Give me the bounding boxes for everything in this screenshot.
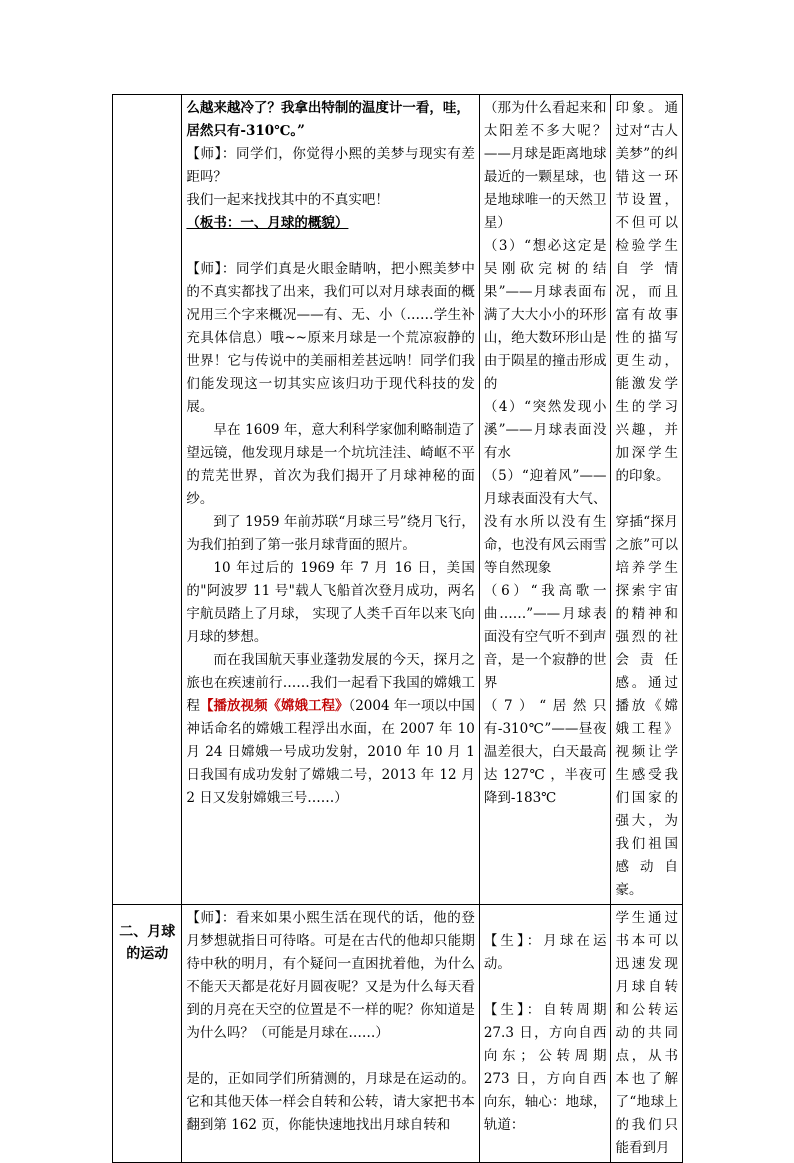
- paragraph: 早在 1609 年，意大利科学家伽利略制造了望远镜，他发现月球是一个坑坑洼洼、崎岖不平的荒芜世界，首次为我们揭开了月球神秘的面纱。: [186, 422, 475, 507]
- design-intent-cell: [611, 95, 683, 905]
- student-item: （7）“居然只有-310℃”——昼夜温差很大，白天最高达 127℃ ，半夜可降到-183℃: [483, 698, 607, 806]
- student-activity-cell: [479, 95, 611, 905]
- teaching-content-cell: [182, 905, 479, 1163]
- section-cell: [113, 905, 182, 1163]
- student-item: （5）“迎着风”——月球表面没有大气、没有水所以没有生命，也没有风云雨雪等自然现象: [483, 468, 607, 576]
- student-activity-cell: [479, 905, 611, 1163]
- table-row: [113, 905, 683, 1163]
- section-title: 二、月球的运动: [119, 924, 176, 962]
- board-writing: （板书：一、月球的概貌）: [186, 215, 349, 231]
- video-highlight: 【播放视频《嫦娥工程》: [199, 698, 349, 714]
- student-item: （4）“突然发现小溪”——月球表面没有水: [483, 399, 607, 461]
- teacher-question: 【师】：同学们，你觉得小熙的美梦与现实有差距吗？: [186, 146, 475, 185]
- intent-text: 穿插“探月之旅”可以培养学生探索宇宙的精神和强烈的社会责任感。通过播放《嫦娥工程》视频让学生感受我们国家的强大，为我们祖国感动自豪。: [615, 514, 678, 898]
- teaching-content-cell: [182, 95, 479, 905]
- table-row: [113, 95, 683, 905]
- paragraph-video: [186, 649, 474, 810]
- blank-line: [186, 235, 474, 258]
- paragraph: 【师】：同学们真是火眼金睛呐，把小熙美梦中的不真实都找了出来，我们可以对月球表面的概况用三个字来概况——有、无、小（……学生补充具体信息）哦~~原来月球是一个荒凉寂静的世界！它与传说中的美丽相差甚远呐！同学们我们能发现这一切其实应该归功于现代科技的发展。: [186, 261, 475, 415]
- student-item: 【生】：月球在运动。: [483, 933, 607, 972]
- dream-text-bold: 么越来越冷了？我拿出特制的温度计一看，哇，居然只有-310℃。”: [186, 100, 470, 139]
- paragraph: 【师】：看来如果小熙生活在现代的话，他的登月梦想就指日可待咯。可是在古代的他却只能期待中秋的明月，有个疑问一直困扰着他，为什么不能天天都是花好月圆夜呢？又是为什么每天看到的月亮在天空的位置是不一样的呢？你知道是为什么吗？（可能是月球在……）: [186, 910, 475, 1041]
- intent-text: 学生通过书本可以迅速发现月球自转和公转运动的共同点，从书本也了解了“地球上的我们只能看到月: [615, 910, 678, 1156]
- student-item: （3）“想必这定是吴刚砍完树的结果”——月球表面布满了大大小小的环形山，绝大数环形山是由于陨星的撞击形成的: [483, 238, 607, 392]
- paragraph-text: 而在我国航天事业蓬勃发展的今天，探月之旅也在疾速前行……我们一起看下我国的嫦娥工程: [186, 652, 475, 714]
- blank-line: [484, 976, 607, 999]
- paragraph: 是的，正如同学们所猜测的，月球是在运动的。它和其他天体一样会自转和公转，请大家把书本翻到第 162 页，你能快速地找出月球自转和: [186, 1071, 475, 1133]
- find-line: 我们一起来找找其中的不真实吧！: [186, 192, 389, 208]
- blank-line: [615, 488, 678, 511]
- intent-text: 印象。通过对“古人美梦”的纠错这一环节设置，不但可以检验学生自学情况，而且富有故事性的描写更生动，能激发学生的学习兴趣，并加深学生的印象。: [615, 100, 678, 484]
- blank-line: [484, 907, 607, 930]
- student-item: （6）“我高歌一曲……”——月球表面没有空气听不到声音，是一个寂静的世界: [483, 583, 607, 691]
- student-item: 【生】：自转周期 27.3 日，方向自西向东；公转周期 273 日，方向自西向东，轴心：地球，轨道：: [483, 1002, 607, 1133]
- section-cell: [113, 95, 182, 905]
- lesson-plan-table: [112, 94, 683, 1163]
- paragraph: 10 年过后的 1969 年 7 月 16 日，美国的"阿波罗 11 号"载人飞船首次登月成功，两名宇航员踏上了月球， 实现了人类千百年以来飞向月球的梦想。: [186, 560, 475, 645]
- paragraph: 到了 1959 年前苏联“月球三号”绕月飞行，为我们拍到了第一张月球背面的照片。: [186, 514, 475, 553]
- student-item: （那为什么看起来和太阳差不多大呢？——月球是距离地球最近的一颗星球，也是地球唯一的天然卫星）: [483, 100, 607, 231]
- paragraph-text: （2004 年一项以中国神话命名的嫦娥工程浮出水面，在 2007 年 10 月 24 日嫦娥一号成功发射，2010 年 10 月 1 日我国有成功发射了嫦娥二号，2013 年 12 月 2 日又发射嫦娥三号……）: [186, 698, 475, 806]
- blank-line: [186, 1045, 474, 1068]
- design-intent-cell: [611, 905, 683, 1163]
